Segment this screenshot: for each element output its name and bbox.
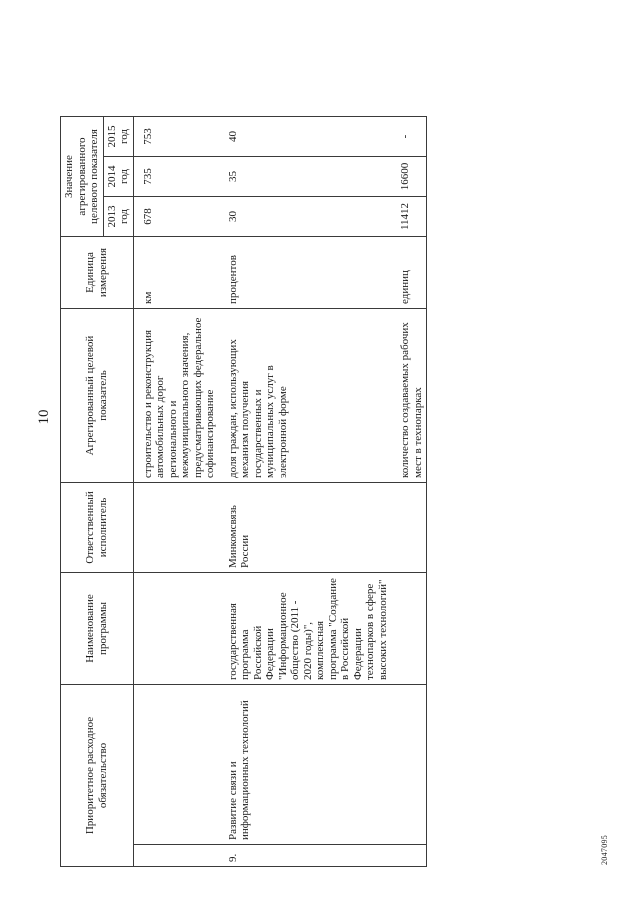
row-value-2015: 753: [133, 117, 219, 157]
row-value-2013: 30: [219, 197, 392, 237]
header-row-top: [61, 117, 104, 867]
row-program: [391, 573, 427, 685]
row-number: [391, 845, 427, 867]
row-number: [133, 845, 219, 867]
indicator-table: [60, 116, 427, 867]
header-executor: Ответственный исполнитель: [61, 483, 134, 573]
row-unit: км: [133, 237, 219, 309]
row-indicator: количество создаваемых рабочих мест в технопарках: [391, 309, 427, 483]
header-year-2015: 2015 год: [103, 117, 133, 157]
row-value-2014: 35: [219, 157, 392, 197]
row-program: [133, 573, 219, 685]
row-executor: [391, 483, 427, 573]
table-row: [219, 117, 392, 867]
row-number: 9.: [219, 845, 392, 867]
row-unit: единиц: [391, 237, 427, 309]
row-indicator: доля граждан, использующих механизм получения государственных и муниципальных услуг в электронной форме: [219, 309, 392, 483]
row-value-2013: 11412: [391, 197, 427, 237]
row-obligation: Развитие связи и информационных технологий: [219, 685, 392, 845]
table-row: [391, 117, 427, 867]
row-executor: Минкомсвязь России: [219, 483, 392, 573]
header-indicator: Агрегированный целевой показатель: [61, 309, 134, 483]
page-number: 10: [36, 409, 52, 425]
header-year-2013: 2013 год: [103, 197, 133, 237]
row-value-2015: 40: [219, 117, 392, 157]
row-unit: процентов: [219, 237, 392, 309]
row-program: государственная программа Российской Федерации "Информационное общество (2011 - 2020 годы)", комплексная программа "Создание в Российской Федерации технопарков в сфере высоких технологий": [219, 573, 392, 685]
row-executor: [133, 483, 219, 573]
row-value-2015: -: [391, 117, 427, 157]
row-value-2014: 16600: [391, 157, 427, 197]
row-indicator: строительство и реконструкция автомобильных дорог регионального и межмуниципального значения, предусматривающих федеральное софинансирование: [133, 309, 219, 483]
header-unit: Единица измерения: [61, 237, 134, 309]
row-obligation: [391, 685, 427, 845]
header-value-group: Значение агрегированного целевого показателя: [61, 117, 104, 237]
header-program: Наименование программы: [61, 573, 134, 685]
row-value-2014: 735: [133, 157, 219, 197]
table-row: [133, 117, 219, 867]
row-obligation: [133, 685, 219, 845]
document-id: 2047095: [600, 834, 609, 865]
header-year-2014: 2014 год: [103, 157, 133, 197]
row-value-2013: 678: [133, 197, 219, 237]
header-obligation: Приоритетное расходное обязательство: [61, 685, 134, 867]
